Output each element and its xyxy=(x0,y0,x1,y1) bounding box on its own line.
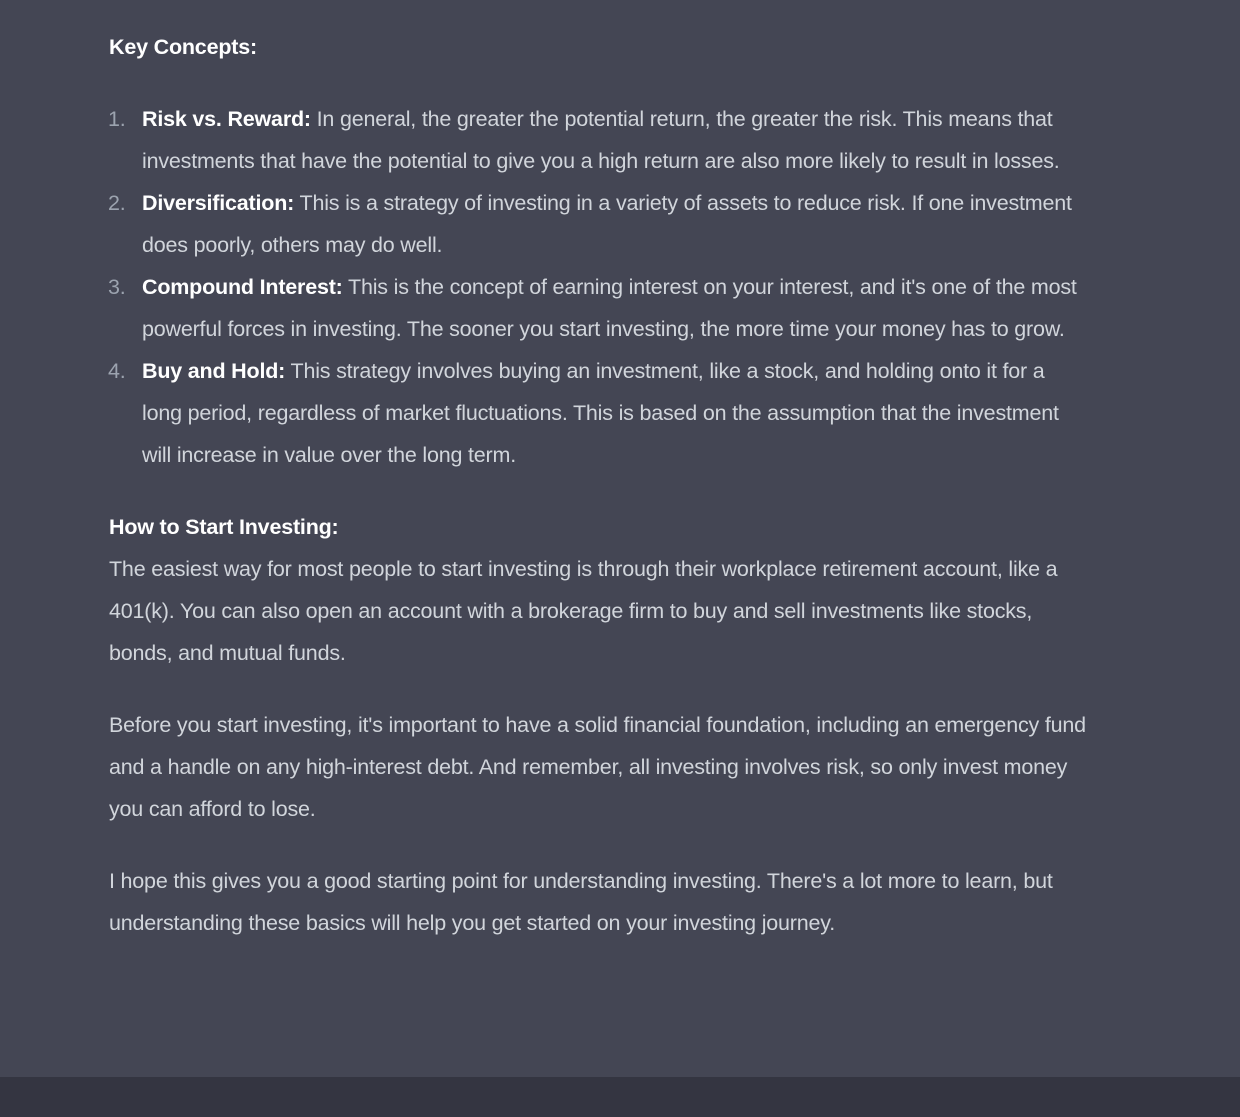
concept-text: This is a strategy of investing in a variety of assets to reduce risk. If one investment does poorly, others may do well. xyxy=(142,191,1072,257)
key-concepts-list xyxy=(109,98,1089,476)
how-to-start-paragraph: The easiest way for most people to start investing is through their workplace retirement account, like a 401(k). You can also open an account with a brokerage firm to buy and sell investments like stocks, bonds, and mutual funds. xyxy=(109,557,1058,665)
footer-bar xyxy=(0,1077,1240,1117)
concept-term: Buy and Hold: xyxy=(142,359,286,383)
concept-text: This strategy involves buying an investment, like a stock, and holding onto it for a long period, regardless of market fluctuations. This is based on the assumption that the investment will increase in value over the long term. xyxy=(142,359,1059,467)
list-item xyxy=(109,266,1089,350)
concept-text: In general, the greater the potential return, the greater the risk. This means that investments that have the potential to give you a high return are also more likely to result in losses. xyxy=(142,107,1060,173)
concept-term: Risk vs. Reward: xyxy=(142,107,311,131)
closing-paragraph: I hope this gives you a good starting point for understanding investing. There's a lot more to learn, but understanding these basics will help you get started on your investing journey. xyxy=(109,869,1053,935)
concept-text: This is the concept of earning interest on your interest, and it's one of the most powerful forces in investing. The sooner you start investing, the more time your money has to grow. xyxy=(142,275,1077,341)
how-to-start-heading: How to Start Investing: xyxy=(109,515,339,539)
list-item xyxy=(109,98,1089,182)
list-item xyxy=(109,182,1089,266)
foundation-paragraph: Before you start investing, it's important to have a solid financial foundation, including an emergency fund and a handle on any high-interest debt. And remember, all investing involves risk, so only invest money you can afford to lose. xyxy=(109,713,1086,821)
how-to-start-section xyxy=(109,506,1089,674)
list-number: 4. xyxy=(108,359,126,383)
concept-term: Compound Interest: xyxy=(142,275,343,299)
list-item xyxy=(109,350,1089,476)
assistant-message xyxy=(109,26,1089,944)
key-concepts-heading: Key Concepts: xyxy=(109,35,257,59)
list-number: 3. xyxy=(108,275,126,299)
list-number: 2. xyxy=(108,191,126,215)
concept-term: Diversification: xyxy=(142,191,295,215)
list-number: 1. xyxy=(108,107,126,131)
